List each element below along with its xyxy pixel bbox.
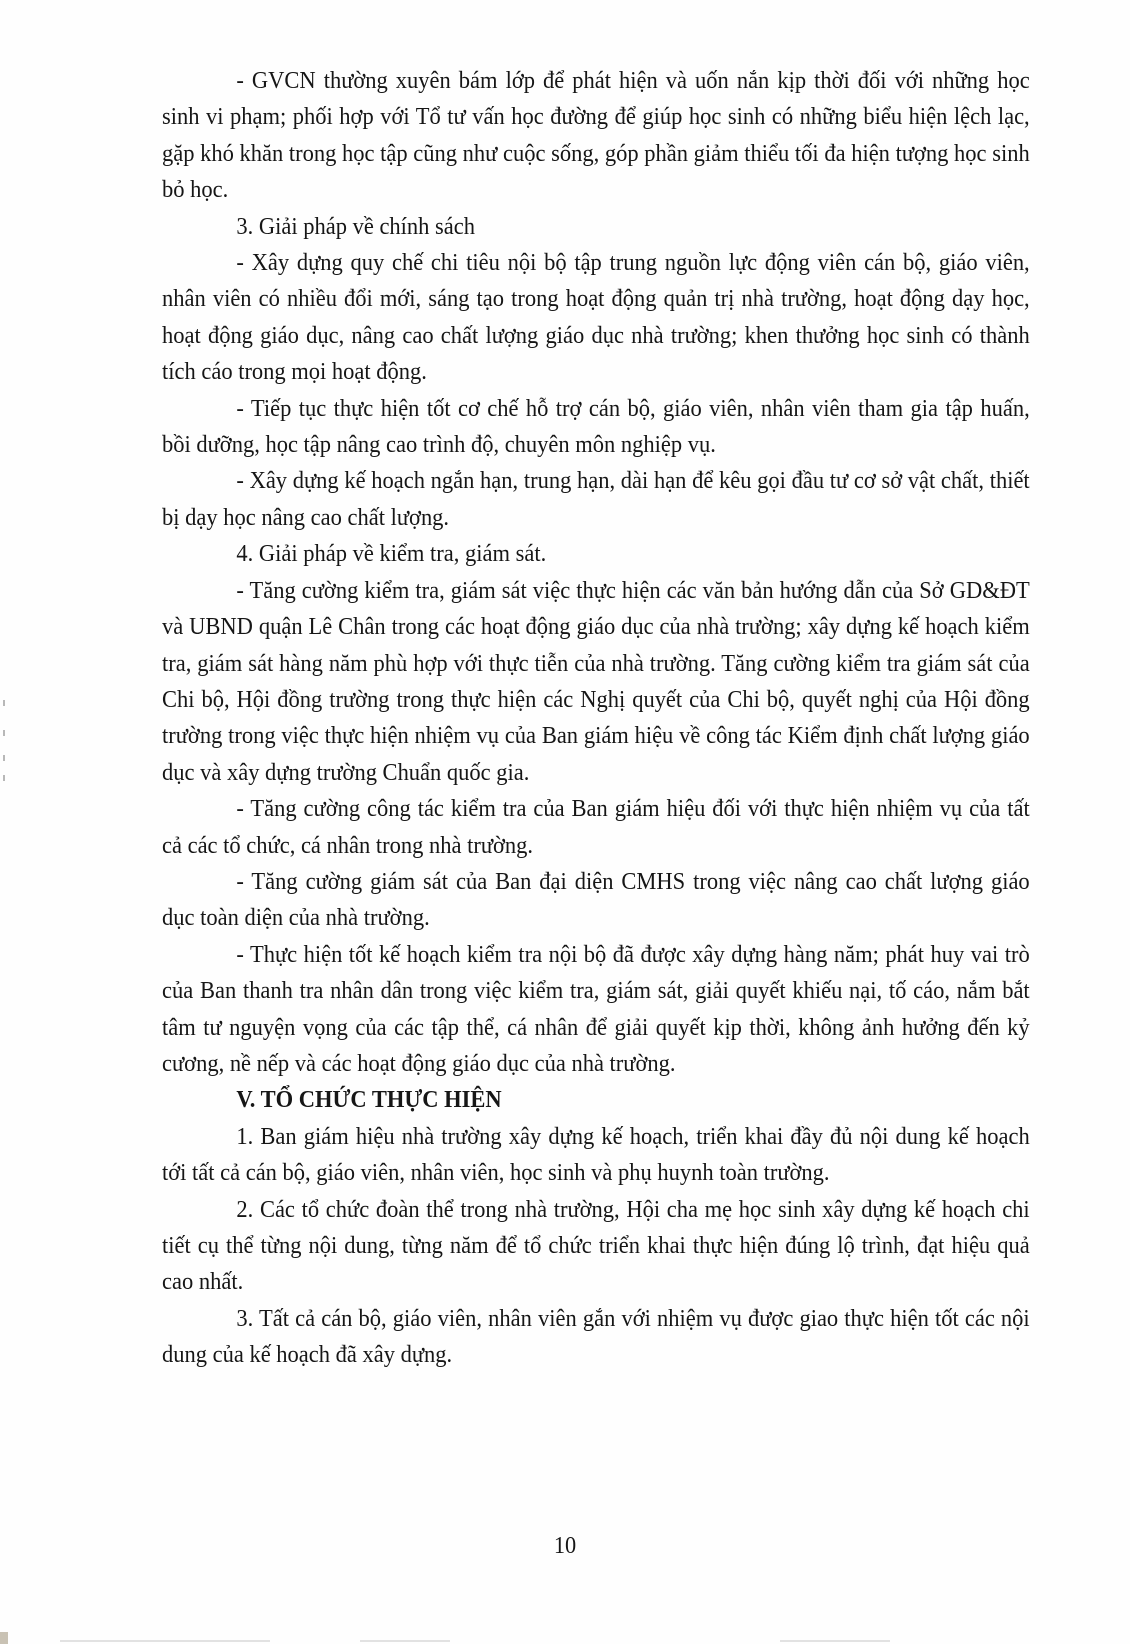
section-heading-inspection: 4. Giải pháp về kiểm tra, giám sát. [236,540,547,568]
paragraph-inspection-2: - Tăng cường công tác kiểm tra của Ban giám hiệu đối với thực hiện nhiệm vụ của tất cả các tổ chức, cá nhân trong nhà trường. [162,795,1030,859]
section-heading-policy: 3. Giải pháp về chính sách [236,212,476,240]
scan-edge-line [780,1640,890,1642]
scan-artifact [3,730,5,736]
paragraph-inspection-3: - Tăng cường giám sát của Ban đại diện CMHS trong việc nâng cao chất lượng giáo dục toàn diện của nhà trường. [162,867,1030,932]
paragraph-inspection-1: - Tăng cường kiểm tra, giám sát việc thực hiện các văn bản hướng dẫn của Sở GD&ĐT và UBND quận Lê Chân trong các hoạt động giáo dục của nhà trường; xây dựng kế hoạch kiểm tra, giám sát hàng năm phù hợp với thực tiễn của nhà trường. Tăng cường kiểm tra giám sát của Chi bộ, Hội đồng trường trong thực hiện các Nghị quyết của Chi bộ, quyết nghị của Hội đồng trường trong việc thực hiện nhiệm vụ của Ban giám hiệu về công tác Kiểm định chất lượng giáo dục và xây dựng trường Chuẩn quốc gia. [162,576,1030,786]
document-body [162,63,1030,1374]
paragraph-internal-inspection: - Thực hiện tốt kế hoạch kiểm tra nội bộ đã được xây dựng hàng năm; phát huy vai trò của Ban thanh tra nhân dân trong việc kiểm tra, giám sát, giải quyết khiếu nại, tố cáo, nắm bắt tâm tư nguyện vọng của các tập thể, cá nhân để giải quyết kịp thời, không ảnh hưởng đến kỷ cương, nề nếp và các hoạt động giáo dục của nhà trường. [162,940,1030,1077]
paragraph-investment-plan: - Xây dựng kế hoạch ngắn hạn, trung hạn, dài hạn để kêu gọi đầu tư cơ sở vật chất, thiết bị dạy học nâng cao chất lượng. [162,467,1030,531]
page-number: 10 [553,1533,577,1559]
scan-edge-line [60,1640,270,1642]
scan-artifact [3,700,5,706]
implementation-item-2: 2. Các tổ chức đoàn thể trong nhà trường, Hội cha mẹ học sinh xây dựng kế hoạch chi tiết cụ thể từng nội dung, từng năm để tổ chức triển khai thực hiện đúng lộ trình, đạt hiệu quả cao nhất. [162,1195,1030,1296]
scan-artifact [3,755,5,761]
section-heading-implementation: V. TỔ CHỨC THỰC HIỆN [236,1086,502,1114]
scan-edge-shadow [0,1632,8,1644]
implementation-item-1: 1. Ban giám hiệu nhà trường xây dựng kế hoạch, triển khai đầy đủ nội dung kế hoạch tới tất cả cán bộ, giáo viên, nhân viên, học sinh và phụ huynh toàn trường. [162,1122,1030,1187]
scan-artifact [3,775,5,781]
scan-edge-line [360,1640,450,1642]
paragraph-gvcn: - GVCN thường xuyên bám lớp để phát hiện và uốn nắn kịp thời đối với những học sinh vi phạm; phối hợp với Tổ tư vấn học đường để giúp học sinh có những biểu hiện lệch lạc, gặp khó khăn trong học tập cũng như cuộc sống, góp phần giảm thiểu tối đa hiện tượng học sinh bỏ học. [162,67,1030,204]
implementation-item-3: 3. Tất cả cán bộ, giáo viên, nhân viên gắn với nhiệm vụ được giao thực hiện tốt các nội dung của kế hoạch đã xây dựng. [162,1304,1030,1369]
paragraph-support-mechanism: - Tiếp tục thực hiện tốt cơ chế hỗ trợ cán bộ, giáo viên, nhân viên tham gia tập huấn, bồi dưỡng, học tập nâng cao trình độ, chuyên môn nghiệp vụ. [162,394,1030,459]
paragraph-internal-spending: - Xây dựng quy chế chi tiêu nội bộ tập trung nguồn lực động viên cán bộ, giáo viên, nhân viên có nhiều đổi mới, sáng tạo trong hoạt động quản trị nhà trường, hoạt động dạy học, hoạt động giáo dục, nâng cao chất lượng giáo dục nhà trường; khen thưởng học sinh có thành tích cáo trong mọi hoạt động. [162,249,1030,386]
